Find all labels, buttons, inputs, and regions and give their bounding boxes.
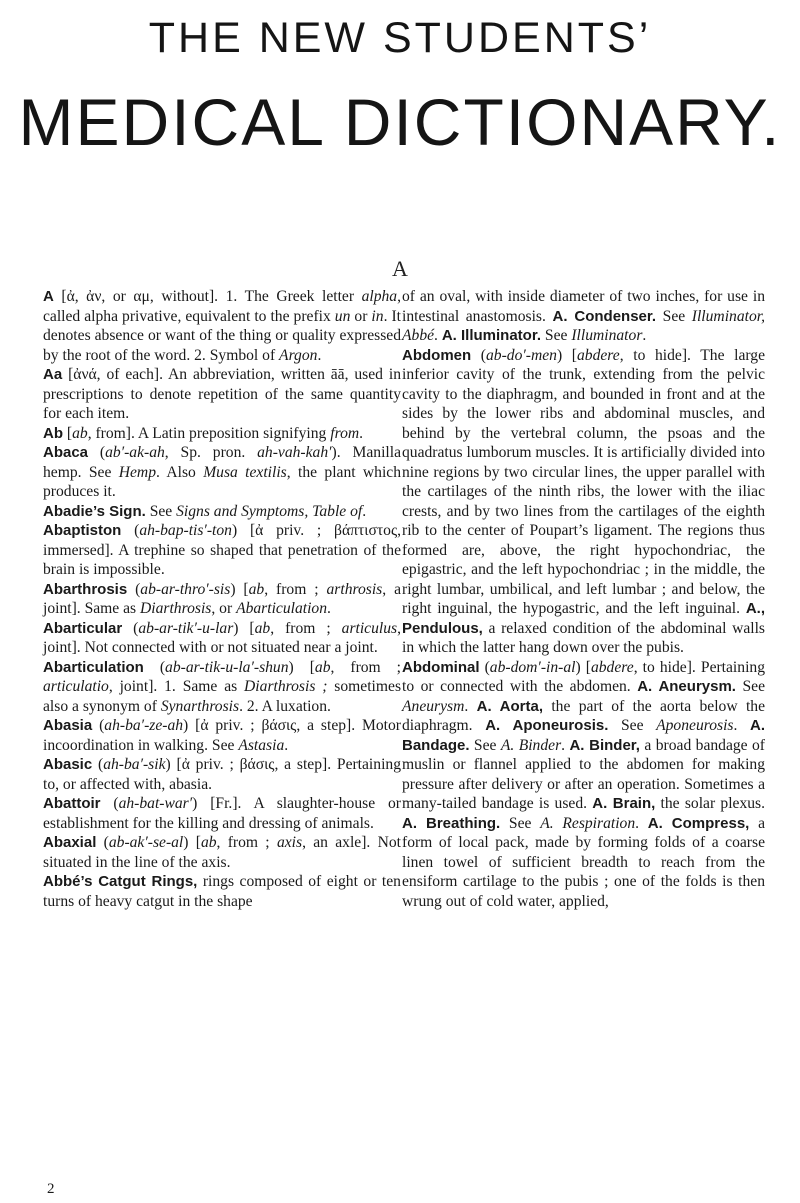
entry-text: ) [: [230, 580, 249, 598]
entry-italic-text: abdere: [576, 346, 620, 364]
entry-text: a form of local pack, made by forming folds of a coarse linen towel of sufficient breadth to reach from the ensiform cartilage to the pubis ; one of the folds is then wrung out of cold water, applied,: [402, 814, 766, 910]
entry-italic-text: Argon: [279, 346, 318, 364]
entry-headword: A. Aneurysm.: [637, 678, 736, 695]
entry-text: (: [127, 580, 141, 598]
book-title-line2: MEDICAL DICTIONARY.: [18, 85, 782, 159]
entry-text: ) [ἀ priv. ; βάπτιστος, immersed]. A trephine so shaped that penetration of the brain is impossible.: [43, 522, 402, 578]
entry-italic-text: from: [330, 424, 360, 442]
entry-headword: A. Condenser.: [552, 307, 657, 325]
dictionary-entry: [43, 794, 401, 833]
entry-headword: A. Aponeurosis.: [485, 717, 609, 734]
entry-italic-text: Astasia: [238, 736, 285, 754]
entry-headword: Abaptiston: [43, 522, 122, 539]
entry-italic-text: articulus: [341, 619, 398, 637]
entry-text: See: [541, 327, 572, 344]
entry-headword: Abaca: [43, 444, 89, 461]
entry-text: .: [434, 327, 442, 344]
entry-italic-text: Diarthrosis: [140, 600, 212, 617]
entry-text: , an axle]. Not situated in the line of the axis.: [43, 834, 401, 871]
entry-text: [ἀ, ἀν, or αμ, without]. 1. The Greek letter: [53, 288, 362, 305]
entry-text: .: [284, 736, 289, 754]
entry-text: (: [143, 658, 166, 676]
entry-text: (: [100, 795, 119, 812]
entry-italic-text: Aponeurosis: [656, 717, 734, 734]
entry-italic-text: ab: [72, 424, 88, 442]
entry-headword: A. Breathing.: [402, 814, 501, 832]
entry-italic-text: Diarthrosis ;: [244, 678, 328, 695]
entry-italic-text: Musa textilis: [203, 463, 287, 481]
entry-text: .: [362, 502, 367, 520]
entry-text: See: [145, 502, 177, 520]
book-title-line1: THE NEW STUDENTS’: [148, 14, 652, 62]
entry-text: (: [88, 444, 106, 461]
entry-text: .: [733, 717, 751, 734]
entry-text: , from ;: [270, 619, 342, 637]
entry-headword: Abadie’s Sign.: [43, 502, 146, 520]
entry-text: (: [96, 834, 109, 851]
entry-text: . Also: [156, 463, 204, 481]
page-number: 2: [47, 1181, 55, 1197]
entry-italic-text: Abarticulation: [236, 600, 328, 617]
entry-italic-text: abdere: [590, 658, 634, 676]
entry-italic-text: A. Binder: [500, 736, 562, 754]
dictionary-entry: [43, 424, 401, 444]
entry-italic-text: arthrosis: [326, 580, 383, 598]
entry-italic-text: ab: [254, 619, 271, 637]
entry-text: ). Manilla hemp. See: [43, 444, 401, 481]
entry-text: (: [92, 756, 104, 773]
entry-text: .: [635, 814, 648, 832]
entry-italic-text: ab: [314, 658, 331, 676]
dictionary-entry: [43, 443, 401, 502]
entry-italic-text: ah-bap-tis′-ton: [139, 522, 232, 539]
entry-text: ) [Fr.]. A slaughter-house or establishment for the killing and dressing of animals.: [43, 795, 401, 832]
dictionary-entry: [43, 755, 401, 794]
entry-headword: Abarticular: [43, 619, 123, 637]
dictionary-entry: [43, 619, 401, 658]
entry-italic-text: ab-ar-thro′-sis: [140, 580, 231, 598]
entry-text: a relaxed condition of the abdominal walls in which the latter hang down over the pubis.: [402, 619, 765, 656]
entry-text: ) [: [233, 619, 255, 637]
entry-italic-text: ab: [200, 834, 217, 851]
dictionary-entry: [402, 658, 765, 912]
entry-italic-text: Synarthrosis: [160, 697, 240, 715]
entry-text: ) [: [183, 834, 201, 851]
entry-headword: A. Aorta,: [476, 697, 543, 715]
entry-text: , or: [211, 600, 237, 617]
entry-italic-text: axis: [276, 834, 303, 851]
dictionary-entry: [43, 833, 401, 872]
entry-text: [ἀνά, of each]. An abbreviation, written āā, used in prescriptions to denote repetition of the same quantity for each item.: [43, 366, 401, 422]
entry-italic-text: ah-ba′-ze-ah: [104, 717, 184, 734]
entry-text: .: [327, 600, 331, 617]
entry-text: , from ;: [216, 834, 277, 851]
entry-headword: Ab: [43, 424, 63, 442]
entry-headword: Abasic: [43, 756, 93, 773]
entry-italic-text: ah-bat-war′: [118, 795, 193, 812]
entry-italic-text: un: [334, 307, 351, 325]
entry-text: ) [: [575, 658, 591, 676]
entry-italic-text: ab-ar-tik′-u-lar: [138, 619, 234, 637]
entry-italic-text: Signs and Symptoms, Table of: [176, 502, 363, 520]
entry-text: .: [464, 697, 477, 715]
entry-text: .: [359, 424, 364, 442]
entry-text: .: [561, 736, 570, 754]
entry-text: (: [122, 619, 139, 637]
entry-text: (: [471, 346, 486, 364]
entry-italic-text: ab: [248, 580, 265, 598]
entry-italic-text: Aneurysm: [402, 697, 465, 715]
dictionary-entry: [43, 872, 401, 911]
entry-headword: Abdomen: [402, 346, 472, 364]
entry-text: , to hide]. The large inferior cavity of the trunk, extending from the pelvic cavity to the diaphragm, and bounded in front and at the sides by the lower ribs and abdominal muscles, and behind by the vertebral column, the psoas and the quadratus lumborum muscles. It is artificially divided into nine regions by two circular lines, the upper parallel with the cartilages of the ninth ribs, the lower with the iliac crests, and by two lines from the cartilages of the eighth rib to the center of Poupart’s ligament. The regions thus formed are, above, the right hypochondriac, the epigastric, and the left hypochondriac ; in the middle, the right lumbar, umbilical, and left lumbar ; and below, the right inguinal, the hypogastric, and the left inguinal.: [402, 346, 766, 617]
entry-italic-text: ah-vah-kah′: [257, 444, 332, 461]
entry-text: , from ;: [264, 580, 327, 598]
entry-italic-text: ah-ba′-sik: [103, 756, 166, 773]
entry-text: ) [ἀ priv. ; βάσις, a step]. Motor incoordination in walking. See: [43, 717, 402, 754]
dictionary-entry: [43, 287, 401, 365]
entry-text: ) [: [556, 346, 577, 364]
entry-headword: A. Compress,: [647, 814, 750, 832]
entry-text: See: [500, 814, 541, 832]
entry-text: sometimes also a synonym of: [43, 678, 402, 715]
dictionary-entry: [43, 502, 401, 522]
entry-text: , to hide]. Pertaining to or connected with the abdomen.: [402, 658, 765, 695]
dictionary-entry: [43, 580, 401, 619]
entry-text: or: [350, 307, 372, 325]
entry-text: a broad bandage of muslin or flannel applied to the abdomen for making pressure after delivery or after an operation. Sometimes a many-tailed bandage is used.: [402, 736, 766, 812]
entry-text: (: [92, 717, 105, 734]
entry-headword: A. Binder,: [569, 736, 640, 754]
entry-text: , a joint]. Same as: [43, 580, 401, 617]
entry-text: (: [479, 658, 490, 676]
entry-text: See: [469, 736, 501, 754]
entry-text: of an oval, with inside diameter of two inches, for use in intestinal anastomosis.: [402, 288, 765, 325]
entry-italic-text: ab-ar-tik-u-la′-shun: [165, 658, 289, 676]
entry-text: ) [: [288, 658, 315, 676]
entry-text: (: [121, 522, 140, 539]
entry-headword: Abaxial: [43, 834, 97, 851]
entry-headword: Abdominal: [402, 658, 480, 676]
entry-headword: A. Bandage.: [402, 717, 766, 754]
entry-italic-text: Illuminator: [571, 327, 643, 344]
entry-headword: Abarthrosis: [43, 580, 128, 598]
entry-text: , called alpha privative, equivalent to the prefix: [43, 288, 401, 325]
entry-text: rings composed of eight or ten turns of heavy catgut in the shape: [43, 873, 401, 910]
entry-headword: A. Brain,: [592, 795, 656, 812]
entry-headword: A: [43, 288, 54, 305]
entry-text: .: [642, 327, 647, 344]
entry-text: the solar plexus.: [655, 795, 766, 812]
entry-text: [: [63, 424, 73, 442]
entry-text: .: [317, 346, 322, 364]
entry-text: the part of the aorta below the diaphragm.: [402, 697, 765, 734]
entry-text: See: [656, 307, 692, 325]
entry-headword: Abattoir: [43, 795, 101, 812]
entry-text: . 2. A luxation.: [239, 697, 331, 715]
entry-text: ) [ἀ priv. ; βάσις, a step]. Pertaining to, or affected with, abasia.: [43, 756, 401, 793]
entry-italic-text: in: [371, 307, 384, 325]
entry-text: , from]. A Latin preposition signifying: [87, 424, 331, 442]
entry-text: , from ;: [330, 658, 402, 676]
entry-headword: A., Pendulous,: [402, 600, 765, 637]
entry-headword: Aa: [43, 366, 63, 383]
entry-text: , joint]. 1. Same as: [108, 678, 245, 695]
dictionary-entry: [43, 521, 401, 580]
entry-italic-text: ab′-ak-ah: [105, 444, 165, 461]
entry-italic-text: ab-do′-men: [486, 346, 557, 364]
entry-text: , joint]. Not connected with or not situated near a joint.: [43, 619, 401, 656]
entry-text: . It denotes absence or want of the thing or quality expressed by the root of the word. 2. Symbol of: [43, 307, 402, 364]
left-column: [43, 287, 401, 911]
entry-headword: Abarticulation: [43, 658, 144, 676]
dictionary-entry: [43, 365, 401, 424]
dictionary-entry: [402, 346, 765, 658]
section-letter: A: [392, 256, 408, 281]
entry-headword: A. Illuminator.: [441, 327, 542, 344]
right-column: [402, 287, 765, 911]
entry-italic-text: ab-ak′-se-al: [108, 834, 184, 851]
dictionary-entry: [402, 287, 765, 346]
entry-italic-text: alpha: [361, 288, 398, 305]
entry-text: , the plant which produces it.: [43, 463, 402, 500]
entry-headword: Abasia: [43, 717, 93, 734]
entry-text: See: [735, 678, 765, 695]
entry-text: , Sp. pron.: [164, 444, 258, 461]
entry-italic-text: ab-dom′-in-al: [489, 658, 576, 676]
entry-headword: Abbé’s Catgut Rings,: [43, 873, 198, 890]
entry-italic-text: Hemp: [118, 463, 156, 481]
entry-italic-text: Illuminator, Abbé: [402, 307, 765, 344]
entry-text: See: [608, 717, 657, 734]
entry-italic-text: A. Respiration: [540, 814, 636, 832]
dictionary-entry: [43, 658, 401, 717]
entry-italic-text: articulatio: [43, 678, 109, 695]
dictionary-entry: [43, 716, 401, 755]
